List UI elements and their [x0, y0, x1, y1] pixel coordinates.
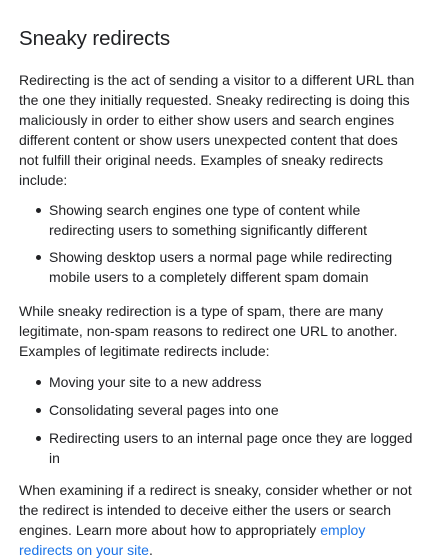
list-item — [19, 372, 420, 392]
sneaky-redirect-examples-list — [19, 200, 420, 287]
section-heading: Sneaky redirects — [19, 27, 171, 50]
closing-period: . — [148, 542, 153, 558]
intro-paragraph: Redirecting is the act of sending a visitor to a different URL than the one they initially requested. Sneaky redirecting is doing this maliciously in order to either show users and search engines different content or show users unexpected content that does not fulfill their original needs. Examples of sneaky redirects include: — [19, 72, 415, 188]
list-item — [19, 428, 420, 468]
bullet-icon — [36, 436, 41, 441]
list-item-text: Showing desktop users a normal page while redirecting mobile users to a completely different spam domain — [49, 249, 393, 285]
closing-text: When examining if a redirect is sneaky, consider whether or not the redirect is intended to deceive either the users or search engines. Learn more about how to appropriately — [19, 482, 412, 538]
legitimate-intro-paragraph: While sneaky redirection is a type of spam, there are many legitimate, non-spam reasons to redirect one URL to another. Examples of legitimate redirects include: — [19, 303, 398, 359]
list-item-text: Redirecting users to an internal page once they are logged in — [49, 430, 413, 466]
bullet-icon — [36, 208, 41, 213]
closing-paragraph — [19, 480, 420, 560]
employ-redirects-link[interactable]: employ redirects on your site — [19, 522, 366, 558]
legitimate-redirect-examples-list — [19, 372, 420, 468]
list-item — [19, 247, 420, 287]
list-item — [19, 200, 420, 240]
bullet-icon — [36, 408, 41, 413]
list-item — [19, 400, 420, 420]
bullet-icon — [36, 255, 41, 260]
list-item-text: Moving your site to a new address — [49, 374, 262, 390]
bullet-icon — [36, 380, 41, 385]
list-item-text: Consolidating several pages into one — [49, 402, 279, 418]
list-item-text: Showing search engines one type of content while redirecting users to something significantly different — [49, 202, 368, 238]
